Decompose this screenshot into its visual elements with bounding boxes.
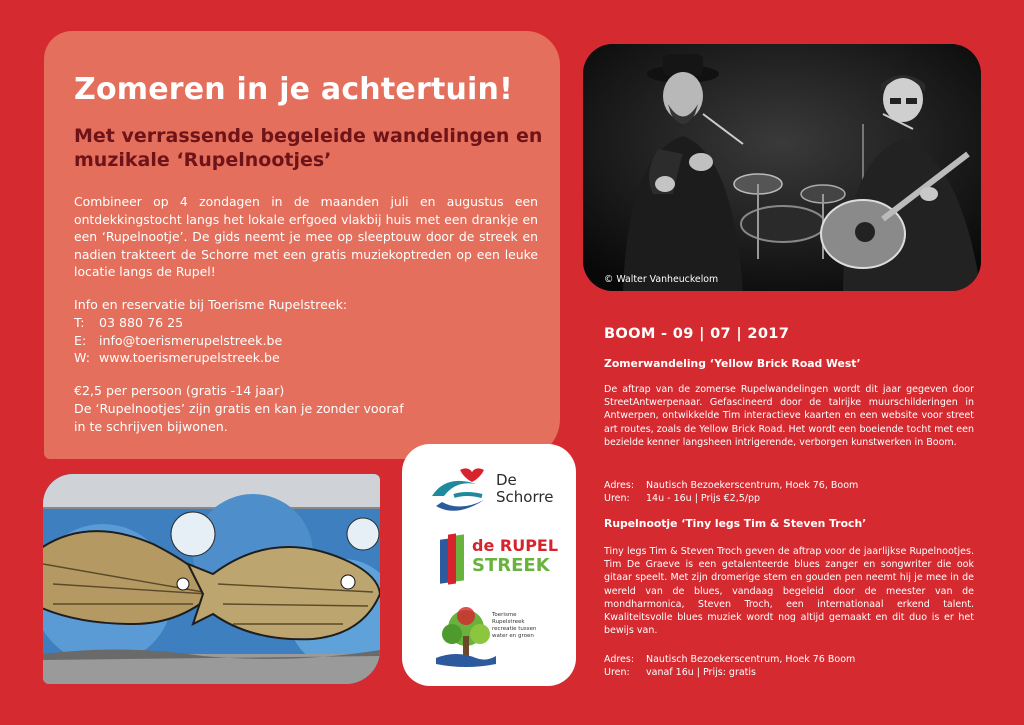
contact-label: W:: [74, 350, 90, 366]
walk-details: [604, 479, 974, 505]
de-schorre-wordmark: [496, 472, 553, 506]
event-date-heading: BOOM - 09 | 07 | 2017: [604, 325, 790, 342]
contact-phone[interactable]: 03 880 76 25: [99, 314, 184, 330]
logo-text: Toerisme: [492, 612, 517, 618]
walk-description: De aftrap van de zomerse Rupelwandelingen wordt dit jaar gegeven door StreetAntwerpenaar. Gefascineerd door de talrijke muurschilderingen in Antwerpen, ontwikkelde Tim interactieve kaarten en een website voor street art routes, zoals de Yellow Brick Road. Het wordt een boeiende tocht met een bezielde kenner langsheen intrigerende, verborgen kunstwerken in Boom.: [604, 384, 974, 448]
walk-title: Zomerwandeling ‘Yellow Brick Road West’: [604, 357, 861, 370]
logo-text: recreatie tussen: [492, 626, 537, 632]
walk-address-row: [604, 479, 974, 492]
logo-text: water en groen: [492, 633, 534, 639]
logo-text: De: [496, 471, 517, 489]
walk-hours-row: [604, 492, 974, 505]
logo-text: STREEK: [472, 555, 550, 576]
page-title: Zomeren in je achtertuin!: [74, 72, 513, 107]
contact-label: E:: [74, 332, 87, 348]
contact-web-row: [74, 349, 544, 367]
contact-email-link[interactable]: info@toerismerupelstreek.be: [99, 332, 283, 348]
toerisme-rupelstreek-logo: [436, 606, 556, 672]
intro-paragraph: Combineer op 4 zondagen in de maanden juli en augustus een ontdekkingstocht langs het lokale erfgoed vlakbij huis met een drankje en een ‘Rupelnootje’. De gids neemt je mee op sleeptouw door de streek en nadien trakteert de Schorre met een gratis muziekoptreden op een leuke locatie langs de Rupel!: [74, 194, 538, 280]
contact-phone-row: [74, 314, 544, 332]
logo-text: Rupelstreek: [492, 619, 525, 625]
detail-label: Uren:: [604, 493, 630, 505]
detail-label: Adres:: [604, 480, 635, 491]
price-note: De ‘Rupelnootjes’ zijn gratis en kan je zonder vooraf: [74, 400, 404, 416]
price-block: [74, 382, 544, 435]
concert-hours: vanaf 16u | Prijs: gratis: [646, 667, 756, 679]
price-note: in te schrijven bijwonen.: [74, 418, 228, 434]
fish-mural-photo: [43, 474, 380, 684]
contact-block: [74, 296, 544, 367]
walk-hours: 14u - 16u | Prijs €2,5/pp: [646, 493, 761, 505]
rupelstreek-logo: [438, 530, 558, 592]
concert-address-row: [604, 653, 974, 666]
logo-text: de RUPEL: [472, 536, 559, 555]
concert-title: Rupelnootje ‘Tiny legs Tim & Steven Troch’: [604, 517, 867, 530]
concert-details: [604, 653, 974, 679]
contact-email-row: [74, 332, 544, 350]
toerisme-wordmark: [492, 612, 537, 640]
page-subtitle: Met verrassende begeleide wandelingen en muzikale ‘Rupelnootjes’: [74, 125, 543, 171]
concert-address: Nautisch Bezoekerscentrum, Hoek 76 Boom: [646, 654, 856, 665]
concert-hours-row: [604, 666, 974, 679]
price-line: €2,5 per persoon (gratis -14 jaar): [74, 383, 285, 398]
concert-description: Tiny legs Tim & Steven Troch geven de aftrap voor de jaarlijkse Rupelnootjes. Tim De Graeve is een getalenteerde blues zanger en songwriter die ook gitaar speelt. Met zijn dromerige stem en gouden pen neemt hij je mee in de wereld van de blues, vandaag begeleid door de meester van de mondharmonica, Steven Troch, een internationaal erkend talent. Kwaliteitsvolle blues muziek wordt nog altijd gemaakt en dit duo is er het bewijs van.: [604, 546, 974, 637]
contact-heading: Info en reservatie bij Toerisme Rupelstreek:: [74, 297, 348, 312]
logo-text: Schorre: [496, 488, 554, 506]
walk-address: Nautisch Bezoekerscentrum, Hoek 76, Boom: [646, 480, 859, 491]
rupelstreek-emblem: [438, 530, 468, 590]
photo-credit: © Walter Vanheuckelom: [604, 274, 719, 285]
musicians-photo: [583, 44, 981, 291]
contact-label: T:: [74, 314, 85, 330]
de-schorre-logo: [426, 466, 556, 516]
detail-label: Uren:: [604, 667, 630, 679]
partner-logos-card: [402, 444, 576, 686]
rupelstreek-wordmark: [472, 536, 558, 576]
detail-label: Adres:: [604, 654, 635, 665]
tree-icon: [436, 606, 496, 670]
contact-website-link[interactable]: www.toerismerupelstreek.be: [99, 350, 280, 366]
